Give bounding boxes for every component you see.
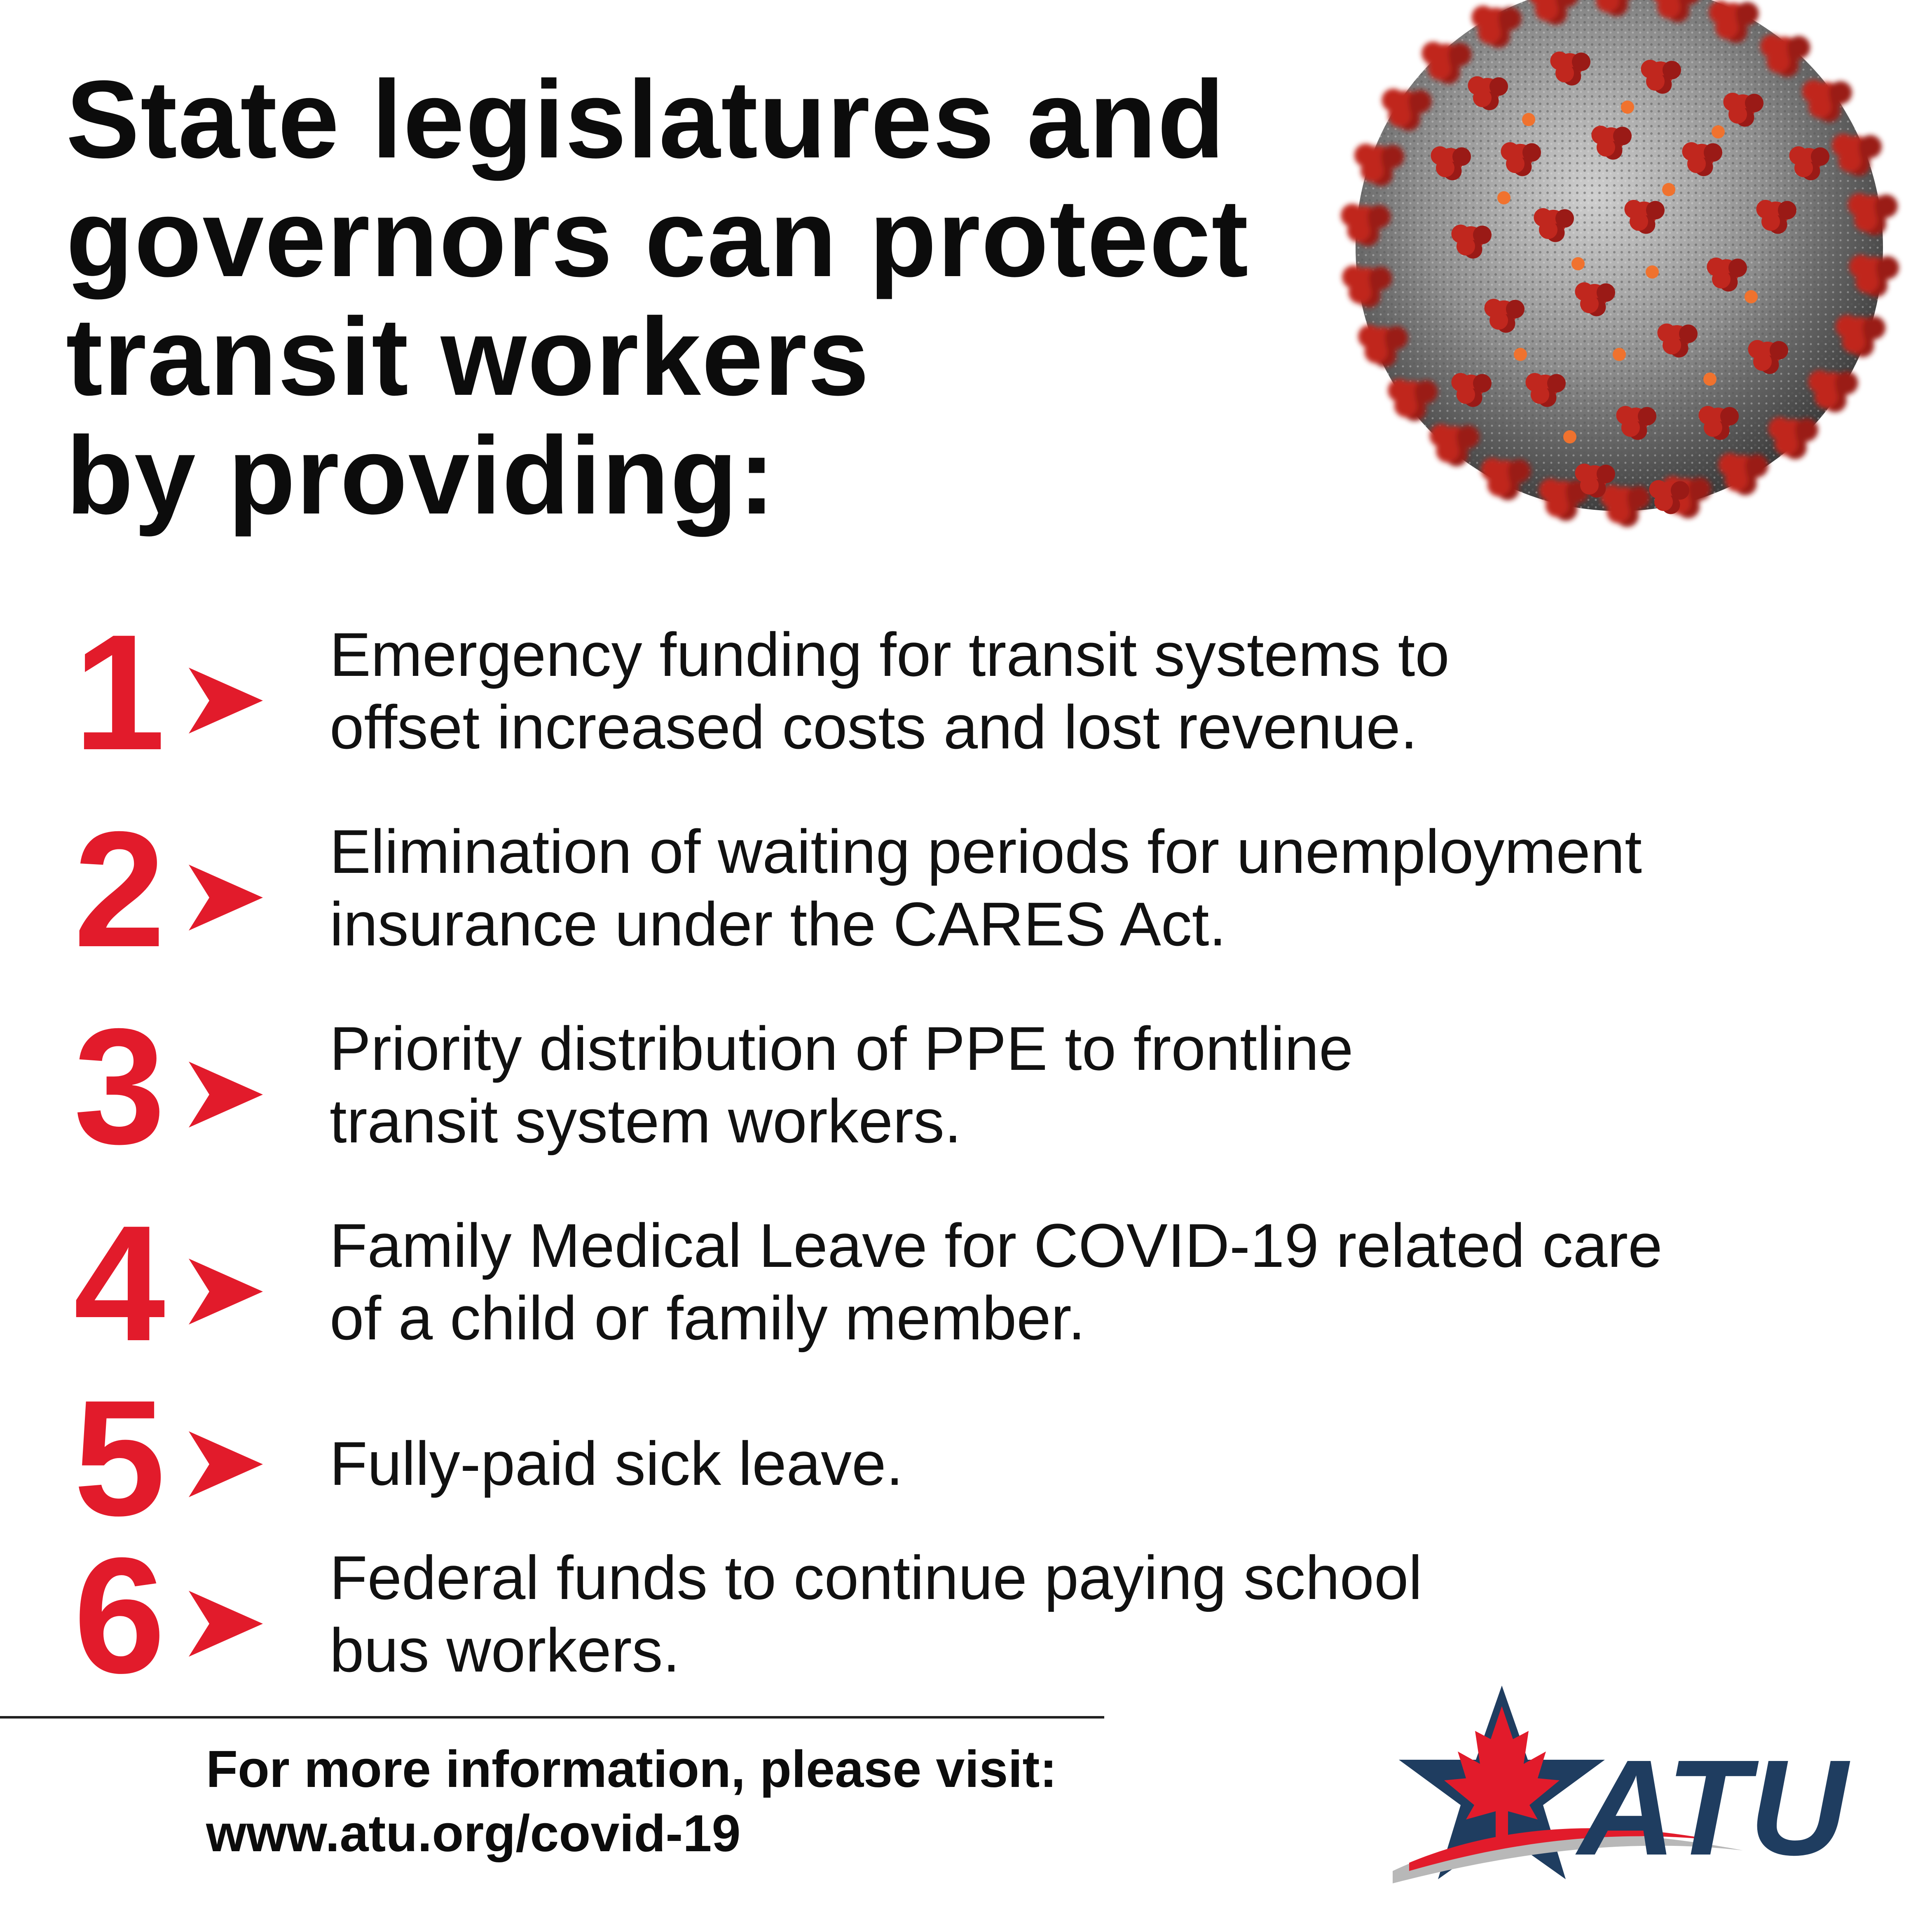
logo-text: ATU [1578, 1731, 1848, 1883]
headline-line: transit workers [66, 295, 870, 418]
headline [66, 57, 1261, 537]
item-text-line: Federal funds to continue paying school [330, 1543, 1422, 1612]
e-protein-dot [1745, 290, 1758, 303]
chevron-right-icon [189, 865, 263, 931]
footer-divider [0, 1716, 1104, 1719]
item-number: 6 [73, 1523, 166, 1707]
spike-protein [1600, 485, 1650, 527]
item-text-line: insurance under the CARES Act. [330, 889, 1227, 959]
spike-protein [1481, 458, 1531, 500]
item-number: 1 [73, 600, 166, 784]
item-number: 2 [73, 797, 166, 981]
e-protein-dot [1613, 348, 1626, 361]
e-protein-dot [1497, 191, 1510, 204]
item-text-line: bus workers. [330, 1615, 680, 1685]
headline-line: governors can protect [66, 176, 1249, 300]
headline-line: State legislatures and [66, 57, 1226, 181]
item-text [330, 1209, 1854, 1354]
item-text-line: Family Medical Leave for COVID-19 related care [330, 1211, 1663, 1280]
item-text-line: Elimination of waiting periods for unemployment [330, 817, 1642, 886]
e-protein-dot [1646, 265, 1659, 279]
e-protein-dot [1662, 183, 1675, 196]
item-number: 3 [73, 994, 166, 1178]
chevron-right-icon [189, 1591, 263, 1657]
e-protein-dot [1712, 125, 1725, 138]
item-text-line: Emergency funding for transit systems to [330, 620, 1450, 689]
footer-prompt: For more information, please visit: [206, 1740, 1057, 1798]
chevron-right-icon [189, 668, 263, 734]
item-number: 4 [73, 1191, 166, 1375]
item-text [330, 815, 1854, 960]
e-protein-dot [1621, 101, 1634, 114]
coronavirus-illustration [1257, 0, 1932, 585]
chevron-right-icon [189, 1062, 263, 1128]
headline-line: by providing: [66, 413, 776, 537]
spike-protein [1719, 453, 1768, 495]
item-text-line: Fully-paid sick leave. [330, 1429, 904, 1498]
e-protein-dot [1522, 113, 1535, 126]
e-protein-dot [1703, 373, 1717, 386]
item-text [330, 1012, 1854, 1157]
footer-url-link[interactable]: www.atu.org/covid-19 [206, 1804, 741, 1862]
footer-info [206, 1737, 1154, 1866]
item-text [330, 618, 1854, 763]
item-number: 5 [73, 1366, 166, 1550]
item-text-line: transit system workers. [330, 1086, 962, 1156]
e-protein-dot [1563, 430, 1576, 443]
item-text-line: of a child or family member. [330, 1283, 1085, 1353]
item-text [330, 1427, 1854, 1500]
item-text [330, 1541, 1854, 1686]
e-protein-dot [1571, 257, 1585, 270]
item-text-line: Priority distribution of PPE to frontline [330, 1014, 1354, 1083]
item-text-line: offset increased costs and lost revenue. [330, 692, 1418, 762]
e-protein-dot [1514, 348, 1527, 361]
atu-logo [1384, 1677, 1858, 1892]
chevron-right-icon [189, 1259, 263, 1325]
chevron-right-icon [189, 1431, 263, 1497]
